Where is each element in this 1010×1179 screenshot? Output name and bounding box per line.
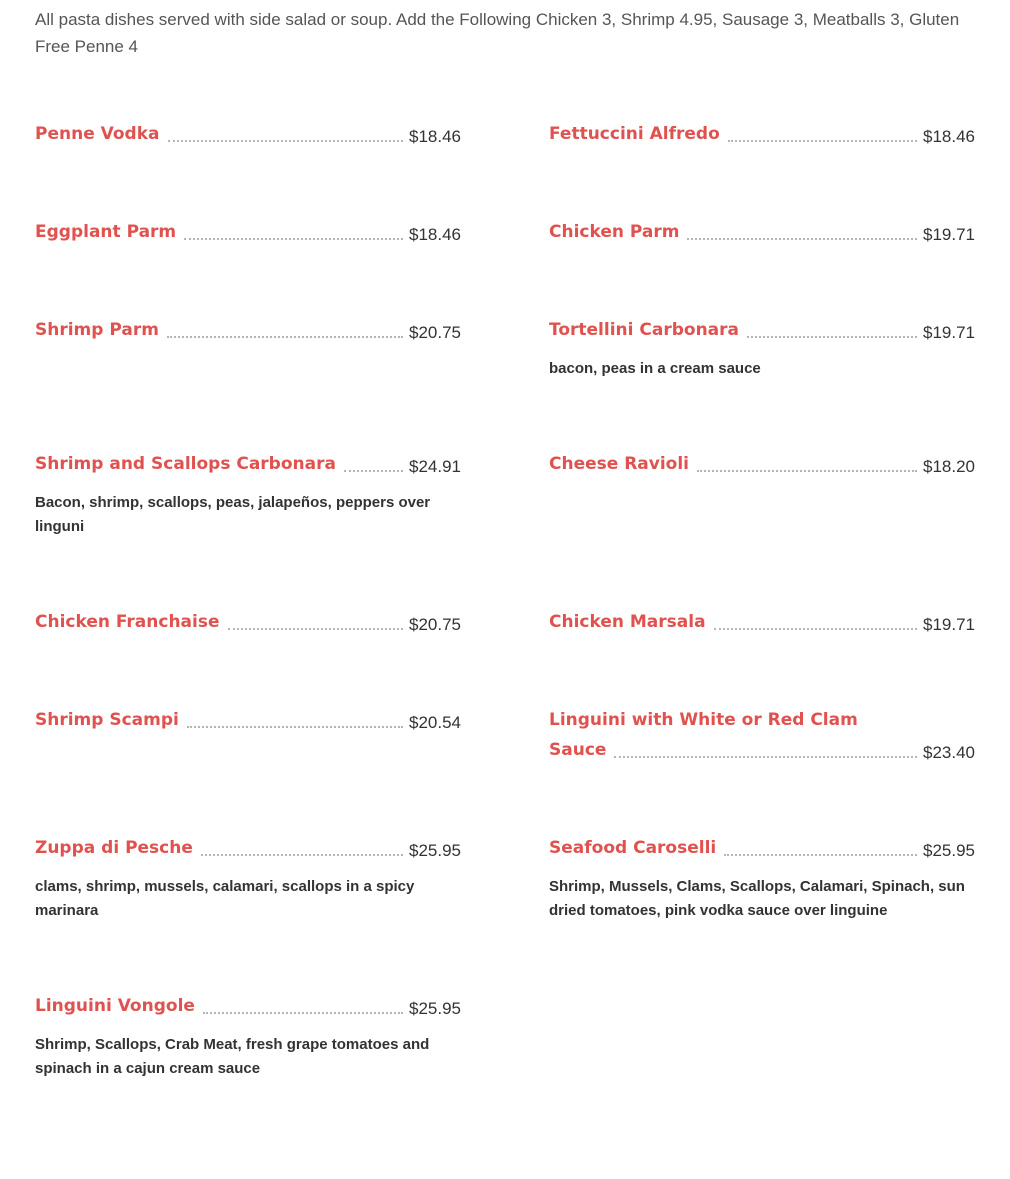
leader-dots <box>724 853 917 856</box>
item-name: Zuppa di Pesche <box>35 838 193 858</box>
leader-dots <box>187 725 403 728</box>
menu-item-eggplant-parm <box>35 217 461 247</box>
item-price: $18.46 <box>409 225 461 244</box>
item-price: $18.46 <box>923 127 975 146</box>
item-price: $20.75 <box>409 615 461 634</box>
item-price: $18.46 <box>409 127 461 146</box>
leader-dots <box>747 335 917 338</box>
item-price: $25.95 <box>923 841 975 860</box>
menu-item-shrimp-scallops-carbonara <box>35 449 461 539</box>
item-name-line-2: Sauce <box>549 740 607 760</box>
menu-item-tortellini-carbonara <box>549 315 975 381</box>
item-name: Linguini Vongole <box>35 996 195 1016</box>
item-name-line-1: Linguini with White or Red Clam <box>549 710 858 730</box>
item-price: $25.95 <box>409 841 461 860</box>
leader-dots <box>344 469 403 472</box>
leader-dots <box>168 139 404 142</box>
leader-dots <box>203 1011 403 1014</box>
item-description: Shrimp, Mussels, Clams, Scallops, Calamari, Spinach, sun dried tomatoes, pink vodka sauce over linguine <box>549 878 965 919</box>
item-description: Bacon, shrimp, scallops, peas, jalapeños, peppers over linguni <box>35 494 431 535</box>
item-name: Chicken Parm <box>549 222 680 242</box>
item-name: Fettuccini Alfredo <box>549 124 720 144</box>
item-price: $19.71 <box>923 615 975 634</box>
leader-dots <box>228 627 404 630</box>
item-price: $25.95 <box>409 999 461 1018</box>
menu-item-shrimp-parm <box>35 315 461 345</box>
item-price: $18.20 <box>923 457 975 476</box>
item-description: Shrimp, Scallops, Crab Meat, fresh grape tomatoes and spinach in a cajun cream sauce <box>35 1036 430 1077</box>
item-name: Shrimp Parm <box>35 320 159 340</box>
menu-item-penne-vodka <box>35 119 461 149</box>
menu-item-shrimp-scampi <box>35 705 461 735</box>
item-name: Eggplant Parm <box>35 222 177 242</box>
menu-item-cheese-ravioli <box>549 449 975 479</box>
item-price: $24.91 <box>409 457 461 476</box>
leader-dots <box>697 469 917 472</box>
menu-intro-text: All pasta dishes served with side salad or soup. Add the Following Chicken 3, Shrimp 4.95, Sausage 3, Meatballs 3, Gluten Free Penne 4 <box>35 10 960 56</box>
item-price: $19.71 <box>923 323 975 342</box>
item-name: Tortellini Carbonara <box>549 320 739 340</box>
menu-item-fettuccini-alfredo <box>549 119 975 149</box>
menu-item-chicken-parm <box>549 217 975 247</box>
item-name: Shrimp and Scallops Carbonara <box>35 454 336 474</box>
item-name: Chicken Marsala <box>549 612 706 632</box>
item-name: Chicken Franchaise <box>35 612 220 632</box>
menu-item-linguini-clam-sauce <box>549 705 975 765</box>
item-price: $20.54 <box>409 713 461 732</box>
leader-dots <box>201 853 403 856</box>
item-price: $19.71 <box>923 225 975 244</box>
menu-item-linguini-vongole <box>35 991 461 1081</box>
menu-item-chicken-marsala <box>549 607 975 637</box>
item-name: Shrimp Scampi <box>35 710 179 730</box>
leader-dots <box>728 139 917 142</box>
menu-item-seafood-caroselli <box>549 833 975 923</box>
item-name: Seafood Caroselli <box>549 838 717 858</box>
menu-item-chicken-franchaise <box>35 607 461 637</box>
menu-item-zuppa-di-pesche <box>35 833 461 923</box>
item-price: $20.75 <box>409 323 461 342</box>
leader-dots <box>184 237 403 240</box>
leader-dots <box>687 237 917 240</box>
item-name: Penne Vodka <box>35 124 160 144</box>
item-description: clams, shrimp, mussels, calamari, scallops in a spicy marinara <box>35 878 415 919</box>
leader-dots <box>167 335 403 338</box>
leader-dots <box>714 627 917 630</box>
item-name: Cheese Ravioli <box>549 454 690 474</box>
item-price: $23.40 <box>923 743 975 762</box>
item-description: bacon, peas in a cream sauce <box>549 360 761 377</box>
leader-dots <box>614 755 917 758</box>
